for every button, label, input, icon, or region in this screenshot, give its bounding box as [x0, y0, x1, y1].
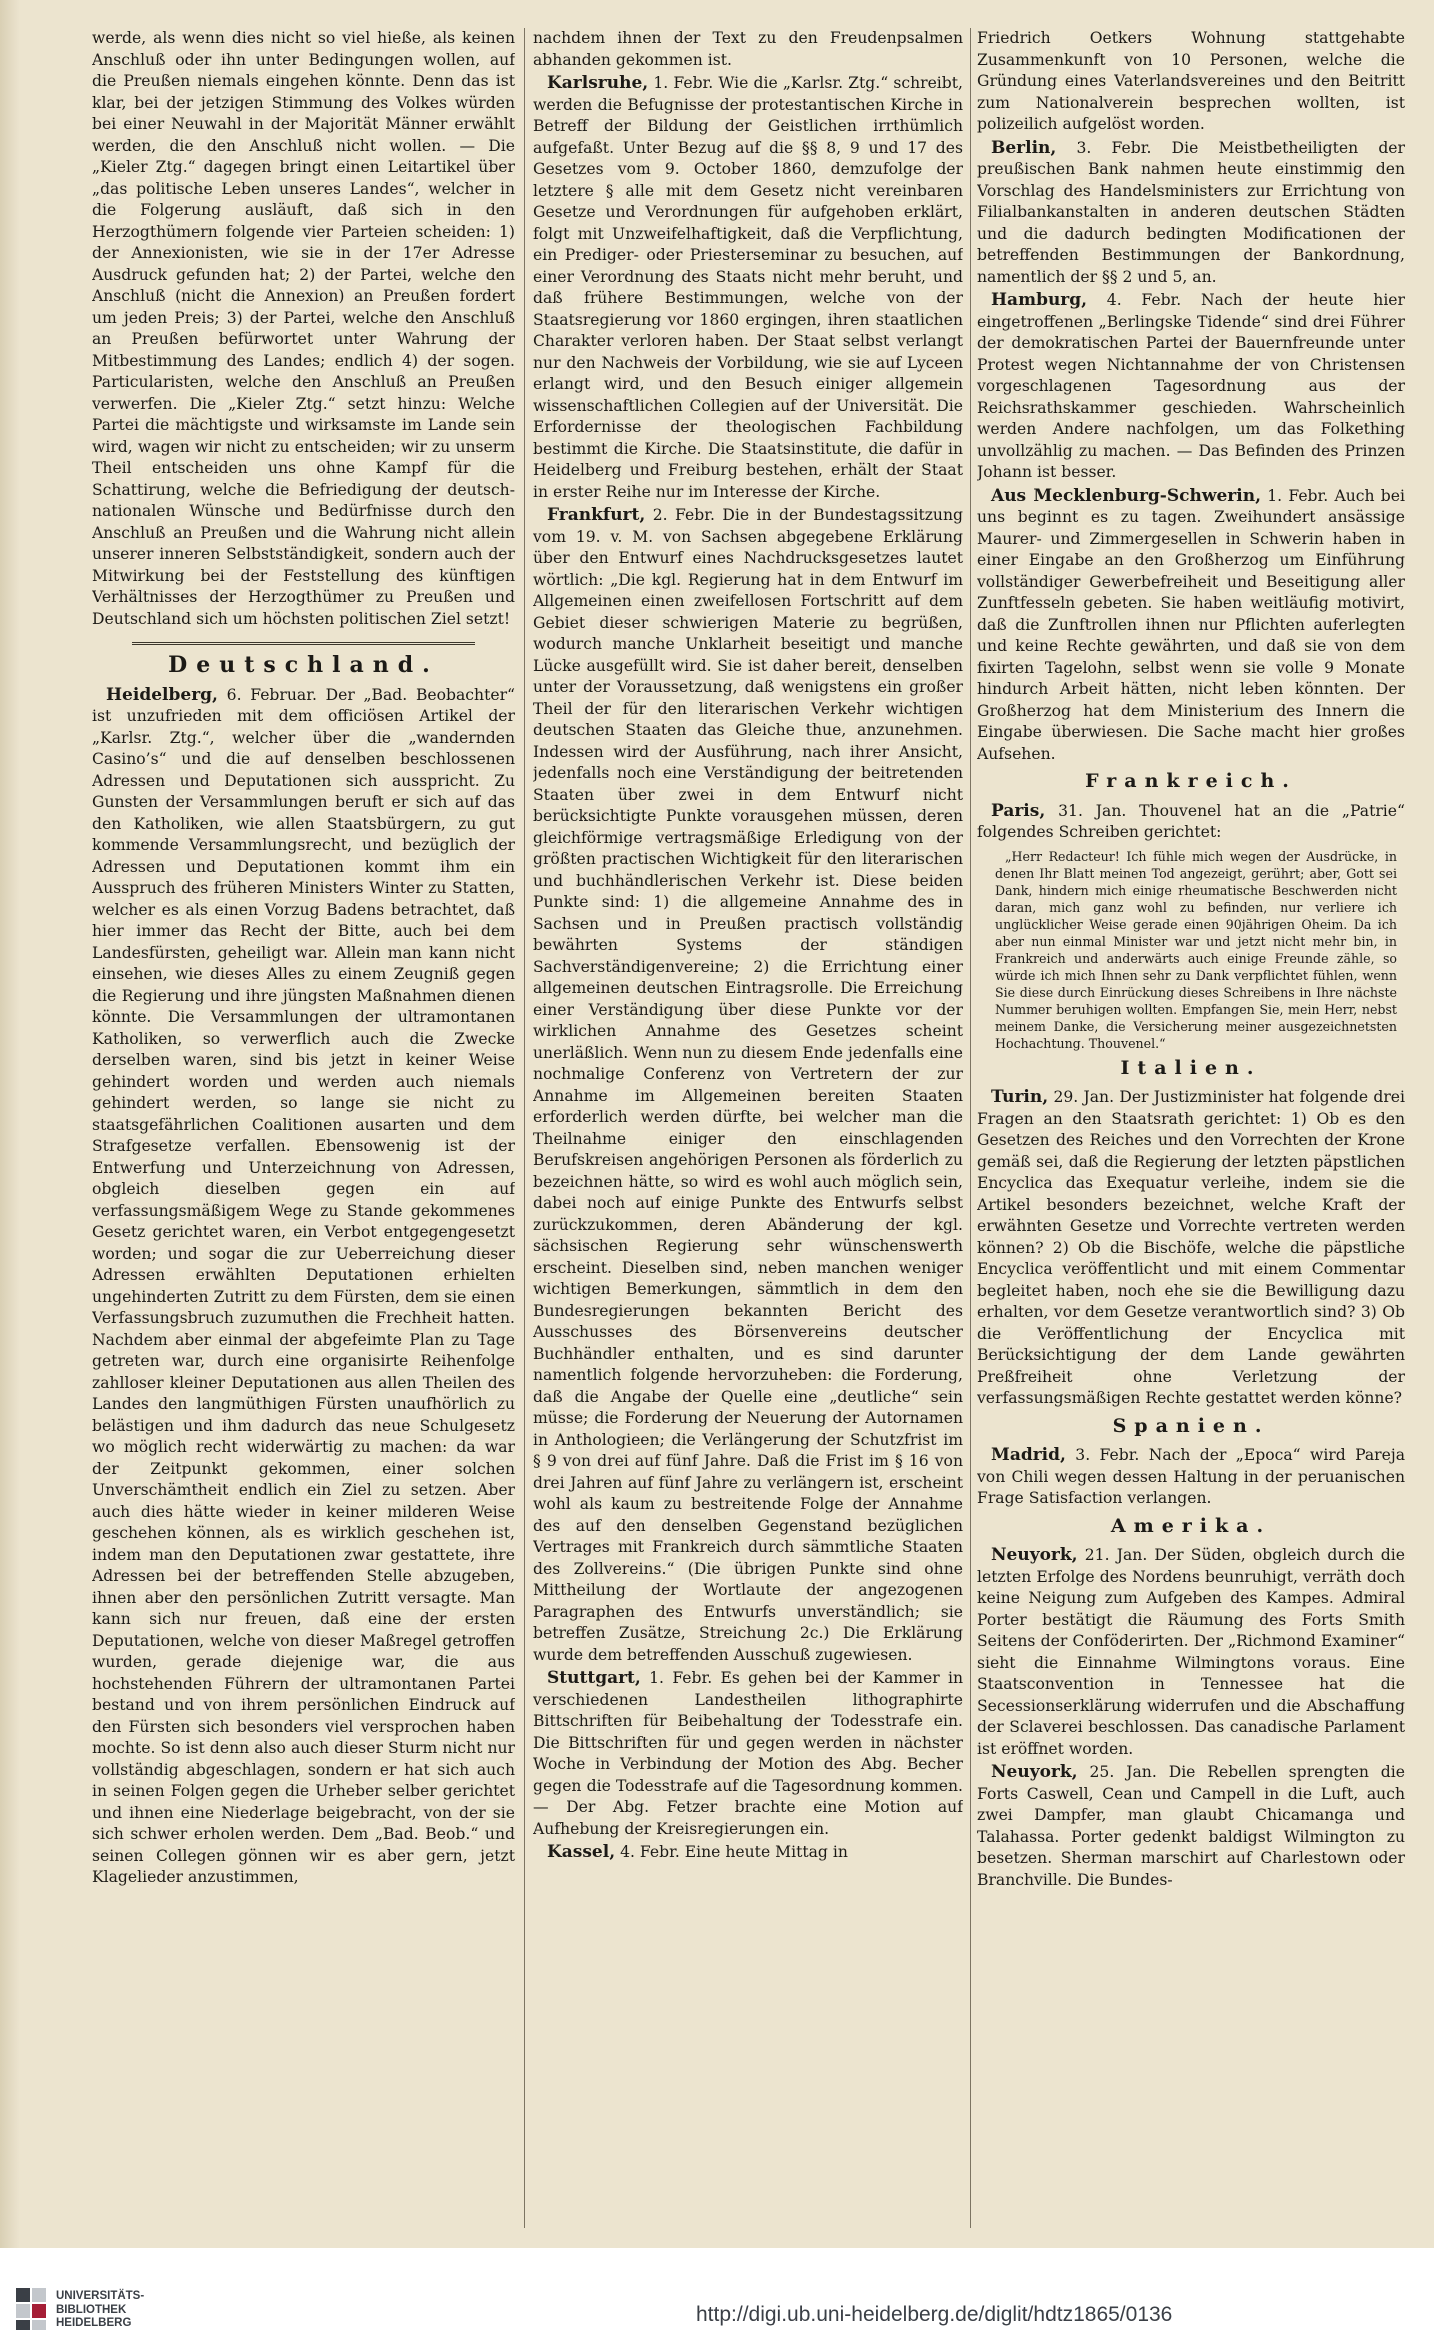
- dateline-madrid: Madrid,: [991, 1445, 1066, 1465]
- section-title-amerika: Amerika.: [1110, 1514, 1272, 1537]
- article-frankfurt-text: 2. Febr. Die in der Bundestagssitzung vom 19. v. M. von Sachsen abgegebene Erklärung über den Entwurf eines Nachdrucksgesetzes lautet wörtlich: „Die kgl. Regierung hat in dem Entwurf im Allgemeinen einen zweifellosen Fortschritt auf dem Gebiet dieser schwierigen Materie zu begrüßen, wodurch manche Unklarheit beseitigt und manche Lücke ausgefüllt wird. Sie ist daher bereit, denselben unter der Voraussetzung, daß wenigstens ein großer Theil der für den literarischen Verkehr wichtigen deutschen Staaten das Gleiche thue, anzunehmen. Indessen wird der Ausführung, nach ihrer Ansicht, jedenfalls noch eine Verständigung der beitretenden Staaten über zwei in dem Entwurf nicht berücksichtigte Punkte vorausgehen müssen, deren gleichförmige vertragsmäßige Erledigung von der größten practischen Wichtigkeit für den literarischen und buchhändlerischen Verkehr ist. Diese beiden Punkte sind: 1) die allgemeine Annahme des in Sachsen und in Preußen practisch vollständig bewährten Systems der ständigen Sachverständigenvereine; 2) die Errichtung einer allgemeinen deutschen Eintragsrolle. Die Erreichung einer Verständigung über diese Punkte vor der wirklichen Annahme des Gesetzes scheint unerläßlich. Wenn nun zu diesem Ende jedenfalls eine nochmalige Conferenz von Vertretern der zur Annahme im Allgemeinen bereiten Staaten erforderlich werden dürfte, bei welcher man die Theilnahme einiger den einschlagenden Berufskreisen angehörigen Personen als förderlich zu bezeichnen hätte, so wird es wohl auch möglich sein, dabei noch auf einige Punkte des Entwurfs selbst zurückzukommen, deren Abänderung der kgl. sächsischen Regierung sehr wünschenswerth erscheint. Dieselben sind, neben manchen weniger wichtigen Bemerkungen, sämmtlich in dem den Bundesregierungen bekannten Bericht des Ausschusses des Börsenvereins deutscher Buchhändler enthalten, und es sind darunter namentlich folgende hervorzuheben: die Forderung, daß die Angabe der Quelle eine „deutliche“ sein müsse; die Forderung der Neuerung der Autornamen in Anthologieen; die Verlängerung der Schutzfrist im § 9 von drei auf fünf Jahre. Daß die Frist im § 16 von drei Jahren auf fünf Jahre zu verlängern ist, erscheint wohl als kaum zu bestreitende Folge der Annahme des auf den denselben Gegenstand bezüglichen Vertrages mit Frankreich durch sämmtliche Staaten des Zollvereins.“ (Die übrigen Punkte sind ohne Mittheilung der Wortlaute der angezogenen Paragraphen des Entwurfs unverständlich; sie betreffen Zusätze, Streichung 2c.) Die Erklärung wurde dem betreffenden Ausschuß zugewiesen.: [533, 506, 963, 1664]
- continuation-text: Friedrich Oetkers Wohnung stattgehabte Zusammenkunft von 10 Personen, welche die Gründung eines Vaterlandsvereines und den Beitritt zum Nationalverein besprechen wollten, ist polizeilich aufgelöst worden.: [977, 29, 1405, 133]
- continuation-text: nachdem ihnen der Text zu den Freudenpsalmen abhanden gekommen ist.: [533, 29, 963, 69]
- library-name-line: HEIDELBERG: [56, 2317, 132, 2329]
- article-neuyork-1: [977, 1545, 1405, 1760]
- kiel-article-paragraph: werde, als wenn dies nicht so viel hieße, als keinen Anschluß oder ihn unter Bedingungen wollen, auf die Preußen niemals eingehen könnte. Denn das ist klar, bei der jetzigen Stimmung des Volkes würden bei einer Neuwahl in der Majorität Männer erwählt werden, die den Anschluß nicht wollen. — Die „Kieler Ztg.“ dagegen bringt einen Leitartikel über „das politische Leben unseres Landes“, welcher in die Folgerung ausläuft, daß sich in den Herzogthümern folgende vier Parteien scheiden: 1) der Annexionisten, wie sie in der 17er Adresse Ausdruck gefunden hat; 2) der Partei, welche den Anschluß (nicht die Annexion) an Preußen fordert um jeden Preis; 3) der Partei, welche den Anschluß an Preußen befürwortet unter Wahrung der Mitbestimmung des Landes; endlich 4) der sogen. Particularisten, welche den Anschluß an Preußen verwerfen. Die „Kieler Ztg.“ setzt hinzu: Welche Partei die mächtigste und wirksamste im Lande sein wird, wagen wir nicht zu entscheiden; wir zu unserm Theil entscheiden uns ohne Kampf für die Schattirung, welche die Befriedigung der deutsch-nationalen Wünsche und Bedürfnisse durch den Anschluß an Preußen und die Wahrung nicht allein unserer inneren Selbstständigkeit, sondern auch der Mitwirkung bei der Feststellung des künftigen Verhältnisses der Herzogthümer zu Preußen und Deutschland sich um höchsten politischen Ziel setzt!: [92, 29, 515, 628]
- article-berlin: [977, 138, 1405, 289]
- column-1: [92, 28, 515, 2230]
- dateline-stuttgart: Stuttgart,: [547, 1668, 641, 1688]
- column-rule-1: [524, 28, 525, 2228]
- article-berlin-text: 3. Febr. Die Meistbetheiligten der preußischen Bank nahmen heute einstimmig den Vorschlag des Handelsministers zur Errichtung von Filialbankanstalten in anderen deutschen Städten und die dadurch bedingten Modificationen der betreffenden Bestimmungen der Bankordnung, namentlich der §§ 2 und 5, an.: [977, 138, 1405, 286]
- article-karlsruhe-text: 1. Febr. Wie die „Karlsr. Ztg.“ schreibt, werden die Befugnisse der protestantischen Kirche in Betreff der Bildung der Geistlichen irrthümlich aufgefaßt. Unter Bezug auf die §§ 8, 9 und 17 des Gesetzes vom 9. October 1860, demzufolge der letztere § alle mit dem Gesetz nicht vereinbaren Gesetze und Verordnungen für aufgehoben erklärt, folgt mit Unzweifelhaftigkeit, daß die Verpflichtung, ein Prediger- oder Priesterseminar zu besuchen, auf einer Verordnung des Staats nicht mehr beruht, und daß frühere Bestimmungen, welche von der Staatsregierung vor 1860 ergingen, ihren staatlichen Charakter verloren haben. Der Staat selbst verlangt nur den Nachweis der Vorbildung, wie sie auf Lyceen erlangt wird, und den Besuch einiger allgemein wissenschaftlichen Collegien auf der Universität. Die Erfordernisse der theologischen Fachbildung bestimmt die Kirche. Die Staatsinstitute, die dafür in Heidelberg und Freiburg bestehen, erhält der Staat in erster Reihe nur im Interesse der Kirche.: [533, 74, 963, 501]
- article-neuyork-text: 25. Jan. Die Rebellen sprengten die Forts Caswell, Cean und Campell in die Luft, auch zwei Dampfer, man glaubt Chicamanga und Talahassa. Porter gedenkt baldigst Wilmington zu besetzen. Sherman marschirt auf Charlestown oder Branchville. Die Bundes-: [977, 1763, 1405, 1889]
- article-mecklenburg: [977, 486, 1405, 766]
- article-karlsruhe: [533, 73, 963, 503]
- article-turin-text: 29. Jan. Der Justizminister hat folgende drei Fragen an den Staatsrath gerichtet: 1) Ob es den Gesetzen des Reiches und den Vorrechten der Krone gemäß sei, daß die Regierung der letzten päpstlichen Encyclica das Exequatur verleihe, indem sie die Artikel besonders bezeichnet, welche Kraft der erwähnten Gesetze und Vorrechte vertreten werden können? 2) Ob die Bischöfe, welche die päpstliche Encyclica veröffentlicht und mit einem Commentar begleitet haben, noch ehe sie die Bewilligung dazu erhalten, vor dem Gesetze verantwortlich sind? 3) Ob die Veröffentlichung der Encyclica mit Berücksichtigung der dem Lande gewährten Preßfreiheit ohne Verletzung der verfassungsmäßigen Rechte gestattet werden könne?: [977, 1088, 1405, 1407]
- article-hamburg: [977, 290, 1405, 484]
- dateline-hamburg: Hamburg,: [991, 290, 1088, 310]
- article-paris: [977, 801, 1405, 844]
- article-kassel: [533, 1842, 963, 1864]
- digital-copy-url[interactable]: http://digi.ub.uni-heidelberg.de/diglit/hdtz1865/0136: [696, 2303, 1173, 2326]
- section-divider: [132, 642, 475, 645]
- section-title-italien: Italien.: [1120, 1056, 1262, 1079]
- article-kassel-text: 4. Febr. Eine heute Mittag in: [620, 1843, 848, 1861]
- footer-bar: [0, 2248, 1434, 2350]
- dateline-berlin: Berlin,: [991, 137, 1057, 158]
- article-heidelberg: [92, 685, 515, 1889]
- column-3: [977, 28, 1405, 2230]
- section-title-spanien: Spanien.: [1112, 1414, 1270, 1437]
- article-neuyork-2: [977, 1762, 1405, 1891]
- dateline-karlsruhe: Karlsruhe,: [547, 73, 649, 93]
- library-name: [56, 2290, 144, 2331]
- dateline-paris: Paris,: [991, 800, 1046, 821]
- library-name-line: BIBLIOTHEK: [56, 2303, 127, 2316]
- article-heidelberg-text: 6. Februar. Der „Bad. Beobachter“ ist unzufrieden mit dem officiösen Artikel der „Karlsr. Ztg.“, welcher über die „wandernden Casino’s“ und die auf denselben beschlossenen Adressen und Deputationen sich ausspricht. Zu Gunsten der Versammlungen beruft er sich auf das den Katholiken, wie allen Staatsbürgern, zu gut kommende Versammlungsrecht, und bezüglich der Adressen und Deputationen kommt ihm ein Ausspruch des früheren Ministers Winter zu Statten, welcher es als einen Vorzug Badens betrachtet, daß hier immer das Recht der Bitte, auch bei dem Landesfürsten, geheiligt war. Allein man kann nicht einsehen, wie dieses Alles zu einem Zeugniß gegen die Regierung und ihre jüngsten Maßnahmen dienen könnte. Die Versammlungen der ultramontanen Katholiken, so verwerflich auch die Zwecke derselben waren, sind bis jetzt in keiner Weise gehindert worden und werden auch niemals gehindert werden, so lange sie nicht zu staatsgefährlichen Coalitionen ausarten und dem Strafgesetze verfallen. Ebensowenig ist der Entwerfung und Unterzeichnung von Adressen, obgleich dieselben gegen ein auf verfassungsmäßigem Wege zu Stande gekommenes Gesetz gerichtet waren, ein Verbot entgegengesetzt worden; und sogar die zur Ueberreichung dieser Adressen erwählten Deputationen erhielten ungehinderten Zutritt zu dem Fürsten, dem sie einen Verfassungsbruch zuzumuthen die Frechheit hatten. Nachdem aber einmal der abgefeimte Plan zu Tage getreten war, durch eine organisirte Reihenfolge zahlloser kleiner Deputationen aus allen Theilen des Landes den langmüthigen Fürsten unaufhörlich zu belästigen und ihm dadurch das neue Schulgesetz wo möglich recht widerwärtig zu machen: da war der Zeitpunkt gekommen, einer solchen Unverschämtheit endlich ein Ziel zu setzen. Aber auch dies hätte wieder in keiner milderen Weise geschehen können, als es wirklich geschehen ist, indem man den Deputationen zwar gestattete, ihre Adressen bei der betreffenden Stelle abzugeben, ihnen aber den persönlichen Zutritt versagte. Man kann sich nur freuen, daß eine der ersten Deputationen, welche von dieser Maßregel getroffen wurden, gerade diejenige war, die aus hochstehenden Führern der ultramontanen Partei bestand und von ihrem persönlichen Eindruck auf den Fürsten sich besonders viel versprochen haben mochte. So ist denn also auch dieser Sturm nicht nur vollständig abgeschlagen, sondern er hat sich auch in seinen Folgen gegen die Urheber selber gerichtet und ihnen eine Niederlage beigebracht, von der sie sich schwer erholen werden. Dem „Bad. Beob.“ und seinen Collegen gönnen wir es aber gern, jetzt Klagelieder anzustimmen,: [92, 685, 515, 1886]
- article-turin: [977, 1087, 1405, 1410]
- dateline-neuyork: Neuyork,: [991, 1545, 1078, 1565]
- article-madrid: [977, 1445, 1405, 1510]
- column-rule-2: [970, 28, 971, 2228]
- article-neuyork-text: 21. Jan. Der Süden, obgleich durch die letzten Erfolge des Nordens beunruhigt, verräth doch keine Neigung zum Aufgeben des Kampes. Admiral Porter bestätigt die Räumung des Forts Smith Seitens der Conföderirten. Der „Richmond Examiner“ sieht die Einnahme Wilmingtons voraus. Eine Staatsconvention in Tennessee hat die Secessionserklärung widerrufen und die Abschaffung der Sclaverei beschlossen. Das canadische Parlament ist eröffnet worden.: [977, 1546, 1405, 1758]
- article-frankfurt: [533, 505, 963, 1666]
- dateline-mecklenburg: Aus Mecklenburg-Schwerin,: [991, 485, 1261, 506]
- page-edge-shadow: [0, 0, 20, 2248]
- article-paris-text: 31. Jan. Thouvenel hat an die „Patrie“ folgendes Schreiben gerichtet:: [977, 801, 1405, 841]
- article-stuttgart-text: 1. Febr. Es gehen bei der Kammer in verschiedenen Landestheilen lithographirte Bittschriften für Beibehaltung der Todesstrafe ein. Die Bittschriften für und gegen werden in nächster Woche in Verbindung der Motion des Abg. Becher gegen die Todesstrafe auf die Tagesordnung kommen. — Der Abg. Fetzer brachte eine Motion auf Aufhebung der Kreisregierungen ein.: [533, 1669, 963, 1838]
- article-madrid-text: 3. Febr. Nach der „Epoca“ wird Pareja von Chili wegen dessen Haltung in der peruanischen Frage Satisfaction verlangen.: [977, 1446, 1405, 1507]
- dateline-kassel: Kassel,: [547, 1842, 616, 1862]
- section-title-frankreich: Frankreich.: [1085, 770, 1297, 792]
- quoted-letter: „Herr Redacteur! Ich fühle mich wegen der Ausdrücke, in denen Ihr Blatt meinen Tod angezeigt, gerührt; aber, Gott sei Dank, hindern mich einige rheumatische Beschwerden nicht daran, mich ganz wohl zu befinden, nur verliere ich unglücklicher Weise gerade einen 90jährigen Oheim. Da ich aber nun einmal Minister war und jetzt nicht mehr bin, in Frankreich und anderwärts auch einige Freunde zähle, so würde ich mich Ihnen sehr zu Dank verpflichtet fühlen, wenn Sie diese durch Einrückung dieses Schreibens in Ihre nächste Nummer beruhigen wollten. Empfangen Sie, mein Herr, nebst meinem Danke, die Versicherung meiner ausgezeichnetsten Hochachtung. Thouvenel.“: [995, 848, 1397, 1051]
- university-library-logo-icon: [16, 2288, 48, 2330]
- library-name-line: UNIVERSITÄTS-: [56, 2290, 145, 2302]
- column-2: [533, 28, 963, 2230]
- dateline-turin: Turin,: [991, 1087, 1049, 1107]
- article-stuttgart: [533, 1668, 963, 1840]
- dateline-neuyork: Neuyork,: [991, 1762, 1078, 1782]
- section-title-deutschland: Deutschland.: [168, 652, 439, 678]
- article-mecklenburg-text: 1. Febr. Auch bei uns beginnt es zu tagen. Zweihundert ansässige Maurer- und Zimmergesellen in Schwerin haben in einer Eingabe an den Großherzog um Einführung vollständiger Gewerbefreiheit und Beseitigung aller Zunftfesseln gebeten. Sie haben weitläufig motivirt, daß die Zunftrollen ihnen nur Pflichten auferlegten und keine Rechte gewährten, und daß sie von dem fixirten Tagelohn, selbst wenn sie volle 9 Monate hindurch Arbeit hätten, nicht leben könnten. Der Großherzog hat dem Ministerium des Innern die Eingabe überwiesen. Die Sache macht hier großes Aufsehen.: [977, 486, 1405, 763]
- dateline-frankfurt: Frankfurt,: [547, 505, 646, 525]
- dateline-heidelberg: Heidelberg,: [106, 684, 218, 705]
- article-hamburg-text: 4. Febr. Nach der heute hier eingetroffenen „Berlingske Tidende“ sind drei Führer der demokratischen Partei der Bauernfreunde unter Protest wegen Nichtannahme der von Christensen vorgeschlagenen Tagesordnung aus der Reichsrathskammer geschieden. Wahrscheinlich werden Andere nachfolgen, um das Folkething unvollzählig zu machen. — Das Befinden des Prinzen Johann ist besser.: [977, 291, 1405, 481]
